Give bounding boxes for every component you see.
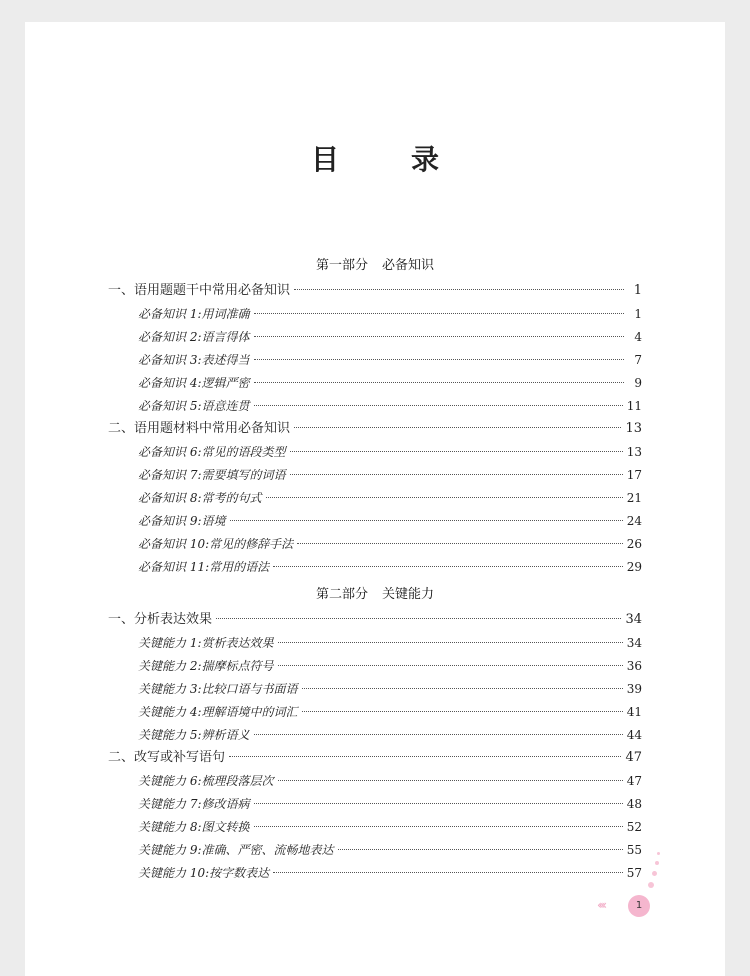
toc-page-number: 36 bbox=[626, 659, 642, 673]
dot-leader bbox=[290, 474, 623, 475]
decorative-dot bbox=[657, 852, 660, 855]
toc-item-entry[interactable] bbox=[138, 374, 642, 392]
part-heading bbox=[0, 583, 750, 602]
part-number: 第一部分 bbox=[315, 258, 368, 273]
toc-entry-label: 必备知识 9:语境 bbox=[138, 514, 226, 528]
dot-leader bbox=[254, 734, 623, 735]
dot-leader bbox=[294, 289, 624, 290]
toc-item-entry[interactable] bbox=[138, 841, 642, 859]
toc-item-entry[interactable] bbox=[138, 726, 642, 744]
dot-leader bbox=[302, 688, 623, 689]
toc-page-number: 24 bbox=[626, 514, 642, 528]
toc-entry-label: 关键能力 9:准确、严密、流畅地表达 bbox=[138, 843, 334, 857]
dot-leader bbox=[230, 520, 623, 521]
toc-entry-label: 关键能力 1:赏析表达效果 bbox=[138, 636, 274, 650]
toc-item-entry[interactable] bbox=[138, 489, 642, 507]
dot-leader bbox=[229, 756, 621, 757]
toc-page-number: 29 bbox=[626, 560, 642, 574]
toc-entry-label: 一、语用题题干中常用必备知识 bbox=[108, 283, 291, 298]
toc-page-number: 47 bbox=[626, 774, 642, 788]
toc-item-entry[interactable] bbox=[138, 305, 642, 323]
dot-leader bbox=[278, 665, 623, 666]
toc-page-number: 7 bbox=[634, 353, 642, 367]
toc-page-number: 44 bbox=[626, 728, 642, 742]
dot-leader bbox=[302, 711, 623, 712]
toc-page-number: 41 bbox=[626, 705, 642, 719]
toc-item-entry[interactable] bbox=[138, 328, 642, 346]
toc-entry-label: 关键能力 10:按字数表达 bbox=[138, 866, 270, 880]
toc-page-number: 17 bbox=[626, 468, 642, 482]
toc-page-number: 34 bbox=[625, 612, 642, 627]
dot-leader bbox=[278, 642, 623, 643]
toc-item-entry[interactable] bbox=[138, 795, 642, 813]
dot-leader bbox=[254, 826, 623, 827]
toc-entry-label: 必备知识 1:用词准确 bbox=[138, 307, 250, 321]
toc-section-entry[interactable] bbox=[108, 420, 642, 438]
decorative-dot bbox=[655, 861, 659, 865]
dot-leader bbox=[266, 497, 623, 498]
toc-item-entry[interactable] bbox=[138, 864, 642, 882]
toc-section-entry[interactable] bbox=[108, 749, 642, 767]
toc-page-number: 9 bbox=[634, 376, 642, 390]
toc-item-entry[interactable] bbox=[138, 558, 642, 576]
toc-item-entry[interactable] bbox=[138, 657, 642, 675]
toc-section-entry[interactable] bbox=[108, 611, 642, 629]
dot-leader bbox=[297, 543, 623, 544]
toc-page-number: 1 bbox=[633, 283, 642, 298]
toc-entry-label: 关键能力 5:辨析语义 bbox=[138, 728, 250, 742]
dot-leader bbox=[278, 780, 623, 781]
toc-page-number: 4 bbox=[634, 330, 642, 344]
toc-page-number: 48 bbox=[626, 797, 642, 811]
toc-entry-label: 关键能力 7:修改语病 bbox=[138, 797, 250, 811]
decorative-dot bbox=[652, 871, 657, 876]
toc-item-entry[interactable] bbox=[138, 512, 642, 530]
toc-page-number: 55 bbox=[626, 843, 642, 857]
toc-entry-label: 一、分析表达效果 bbox=[108, 612, 213, 627]
toc-entry-label: 关键能力 6:梳理段落层次 bbox=[138, 774, 274, 788]
decorative-dot bbox=[648, 882, 654, 888]
dot-leader bbox=[290, 451, 623, 452]
part-heading bbox=[0, 254, 750, 273]
toc-entry-label: 必备知识 8:常考的句式 bbox=[138, 491, 262, 505]
dot-leader bbox=[273, 566, 623, 567]
toc-item-entry[interactable] bbox=[138, 443, 642, 461]
toc-entry-label: 二、改写或补写语句 bbox=[108, 750, 226, 765]
toc-page-number: 57 bbox=[626, 866, 642, 880]
toc-item-entry[interactable] bbox=[138, 351, 642, 369]
dot-leader bbox=[254, 313, 625, 314]
dot-leader bbox=[254, 405, 623, 406]
toc-page-number: 13 bbox=[626, 445, 642, 459]
dot-leader bbox=[338, 849, 623, 850]
dot-leader bbox=[216, 618, 621, 619]
toc-page-number: 34 bbox=[626, 636, 642, 650]
dot-leader bbox=[273, 872, 623, 873]
toc-page-number: 1 bbox=[634, 307, 642, 321]
toc-section-entry[interactable] bbox=[108, 282, 642, 300]
toc-item-entry[interactable] bbox=[138, 634, 642, 652]
toc-entry-label: 关键能力 8:图文转换 bbox=[138, 820, 250, 834]
toc-item-entry[interactable] bbox=[138, 535, 642, 553]
toc-page-number: 39 bbox=[626, 682, 642, 696]
dot-leader bbox=[254, 803, 623, 804]
toc-page-number: 11 bbox=[626, 399, 642, 413]
toc-entry-label: 必备知识 3:表述得当 bbox=[138, 353, 250, 367]
dot-leader bbox=[254, 359, 625, 360]
toc-item-entry[interactable] bbox=[138, 466, 642, 484]
toc-item-entry[interactable] bbox=[138, 680, 642, 698]
part-title: 关键能力 bbox=[382, 587, 435, 602]
part-title: 必备知识 bbox=[382, 258, 435, 273]
toc-page-number: 26 bbox=[626, 537, 642, 551]
toc-entry-label: 必备知识 11:常用的语法 bbox=[138, 560, 270, 574]
dot-leader bbox=[254, 336, 625, 337]
dot-leader bbox=[254, 382, 625, 383]
toc-page-number: 52 bbox=[626, 820, 642, 834]
part-number: 第二部分 bbox=[315, 587, 368, 602]
toc-entry-label: 关键能力 2:揣摩标点符号 bbox=[138, 659, 274, 673]
toc-entry-label: 必备知识 4:逻辑严密 bbox=[138, 376, 250, 390]
toc-page-number: 21 bbox=[626, 491, 642, 505]
dot-leader bbox=[294, 427, 621, 428]
toc-entry-label: 关键能力 4:理解语境中的词汇 bbox=[138, 705, 298, 719]
toc-entry-label: 必备知识 6:常见的语段类型 bbox=[138, 445, 286, 459]
toc-item-entry[interactable] bbox=[138, 772, 642, 790]
toc-entry-label: 必备知识 5:语意连贯 bbox=[138, 399, 250, 413]
page-title: 目 录 bbox=[310, 143, 461, 176]
toc-entry-label: 必备知识 7:需要填写的词语 bbox=[138, 468, 286, 482]
toc-page-number: 13 bbox=[625, 421, 642, 436]
toc-entry-label: 必备知识 10:常见的修辞手法 bbox=[138, 537, 294, 551]
toc-item-entry[interactable] bbox=[138, 397, 642, 415]
chevron-left-icon: ‹‹‹‹ bbox=[597, 898, 605, 912]
toc-item-entry[interactable] bbox=[138, 818, 642, 836]
toc-item-entry[interactable] bbox=[138, 703, 642, 721]
toc-page-number: 47 bbox=[625, 750, 642, 765]
toc-entry-label: 必备知识 2:语言得体 bbox=[138, 330, 250, 344]
page-number-badge: 1 bbox=[628, 895, 650, 917]
toc-entry-label: 关键能力 3:比较口语与书面语 bbox=[138, 682, 298, 696]
toc-entry-label: 二、语用题材料中常用必备知识 bbox=[108, 421, 291, 436]
